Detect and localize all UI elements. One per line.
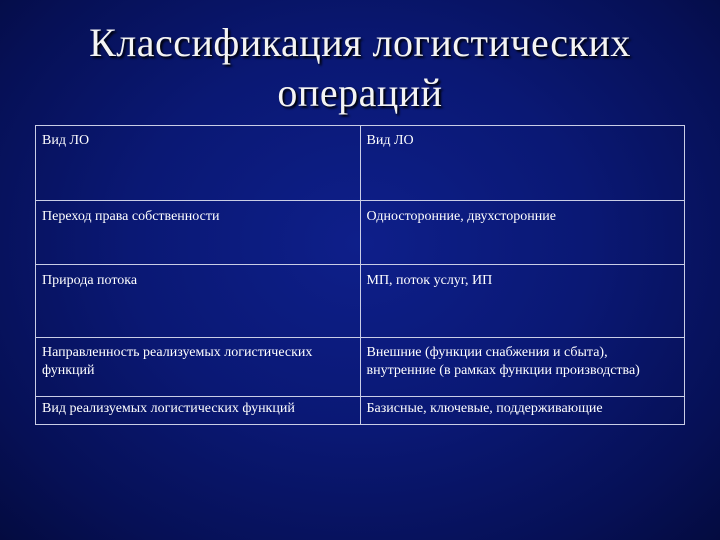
table-row: [36, 126, 685, 201]
classification-table: [35, 125, 685, 425]
table-row: [36, 201, 685, 265]
table-cell-criterion: Вид реализуемых логистических функций: [36, 397, 361, 425]
table-cell-types: Вид ЛО: [360, 126, 685, 201]
slide-title: [40, 18, 680, 118]
table-cell-criterion: Направленность реализуемых логистических функций: [36, 338, 361, 397]
table-cell-criterion: Вид ЛО: [36, 126, 361, 201]
slide-title-line-2: операций: [277, 70, 443, 115]
table-cell-types: МП, поток услуг, ИП: [360, 265, 685, 338]
table-cell-types: Внешние (функции снабжения и сбыта), внутренние (в рамках функции производства): [360, 338, 685, 397]
table-row: [36, 338, 685, 397]
slide-title-line-1: Классификация логистических: [89, 20, 631, 65]
table-cell-types: Базисные, ключевые, поддерживающие: [360, 397, 685, 425]
table-cell-types: Односторонние, двухсторонние: [360, 201, 685, 265]
table-cell-criterion: Природа потока: [36, 265, 361, 338]
table-row: [36, 397, 685, 425]
table-row: [36, 265, 685, 338]
table-cell-criterion: Переход права собственности: [36, 201, 361, 265]
